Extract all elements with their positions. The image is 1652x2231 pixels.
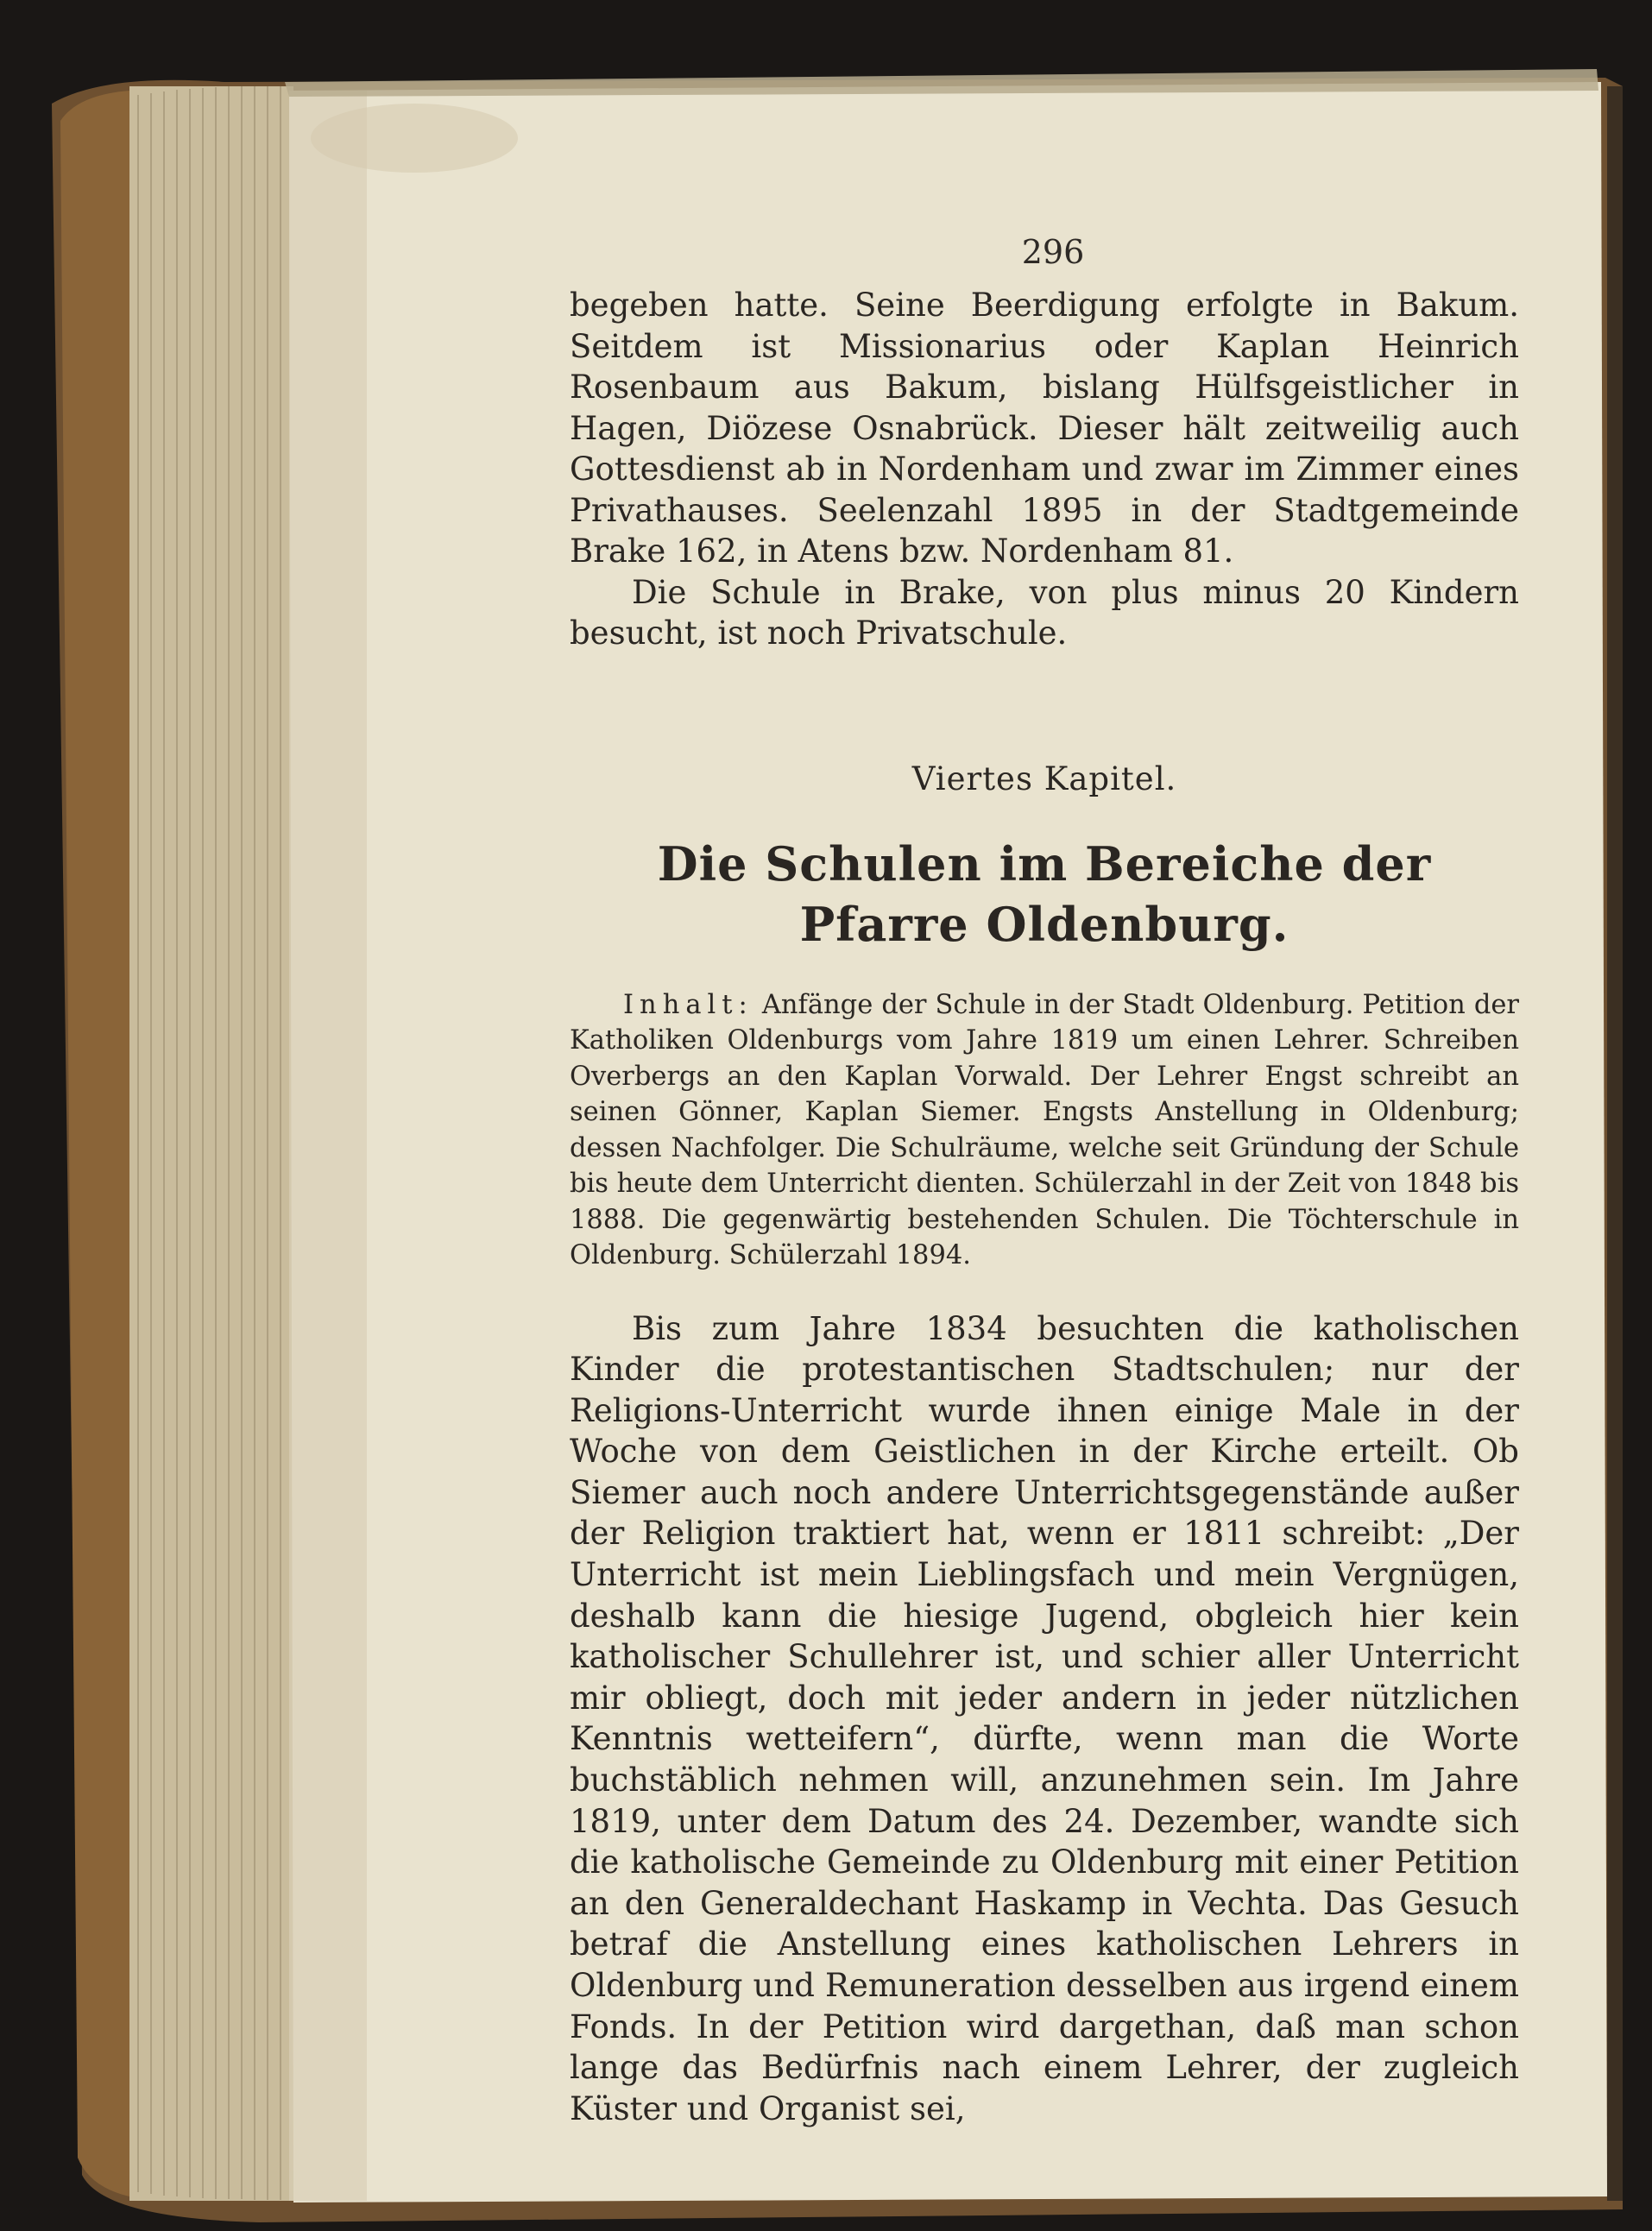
summary-lead: Inhalt:	[623, 989, 753, 1020]
summary-text: Anfänge der Schule in der Stadt Oldenburg. Petition der Katholiken Oldenburgs vom Jahre 1819 um einen Lehrer. Schreiben Overbergs an den Kaplan Vorwald. Der Lehrer Engst schreibt an seinen Gönner, Kaplan Siemer. Engsts Anstellung in Oldenburg; dessen Nachfolger. Die Schulräume, welche seit Gründung der Schule bis heute dem Unterricht dienten. Schülerzahl in der Zeit von 1848 bis 1888. Die gegenwärtig bestehenden Schulen. Die Töchterschule in Oldenburg. Schülerzahl 1894.	[570, 989, 1519, 1270]
chapter-label: Viertes Kapitel.	[911, 759, 1177, 797]
paragraph-school-brake: Die Schule in Brake, von plus minus 20 Kindern besucht, ist noch Privatschule.	[570, 573, 1519, 652]
paragraph-history: Bis zum Jahre 1834 besuchten die katholischen Kinder die protestantischen Stadtschulen; nur der Religions-Unterricht wurde ihnen einige Male in der Woche von dem Geistlichen in der Kirche erteilt. Ob Siemer auch noch andere Unterrichtsgegenstände außer der Religion traktiert hat, wenn er 1811 schreibt: „Der Unterricht ist mein Lieblingsfach und mein Vergnügen, deshalb kann die hiesige Jugend, obgleich hier kein katholischer Schullehrer ist, und schier aller Unterricht mir obliegt, doch mit jeder andern in jeder nützlichen Kenntnis wetteifern“, dürfte, wenn man die Worte buchstäblich nehmen will, anzunehmen sein. Im Jahre 1819, unter dem Datum des 24. Dezember, wandte sich die katholische Gemeinde zu Oldenburg mit einer Petition an den Generaldechant Haskamp in Vechta. Das Gesuch betraf die Anstellung eines katholischen Lehrers in Oldenburg und Remuneration desselben aus irgend einem Fonds. In der Petition wird dargethan, daß man schon lange das Bedürfnis nach einem Lehrer, der zugleich Küster und Organist sei,	[570, 1309, 1519, 2127]
page-number: 296	[1021, 233, 1085, 271]
body-text	[570, 1308, 1519, 2130]
chapter-summary	[570, 987, 1519, 1274]
paragraph-continuation: begeben hatte. Seine Beerdigung erfolgte in Bakum. Seitdem ist Missionarius oder Kaplan Heinrich Rosenbaum aus Bakum, bislang Hülfsgeistlicher in Hagen, Diözese Osnabrück. Dieser hält zeitweilig auch Gottesdienst ab in Nordenham und zwar im Zimmer eines Privathauses. Seelenzahl 1895 in der Stadtgemeinde Brake 162, in Atens bzw. Nordenham 81.	[570, 287, 1519, 570]
page-text-block	[570, 285, 1519, 2129]
chapter-title: Die Schulen im Bereiche der Pfarre Oldenburg.	[657, 835, 1432, 952]
